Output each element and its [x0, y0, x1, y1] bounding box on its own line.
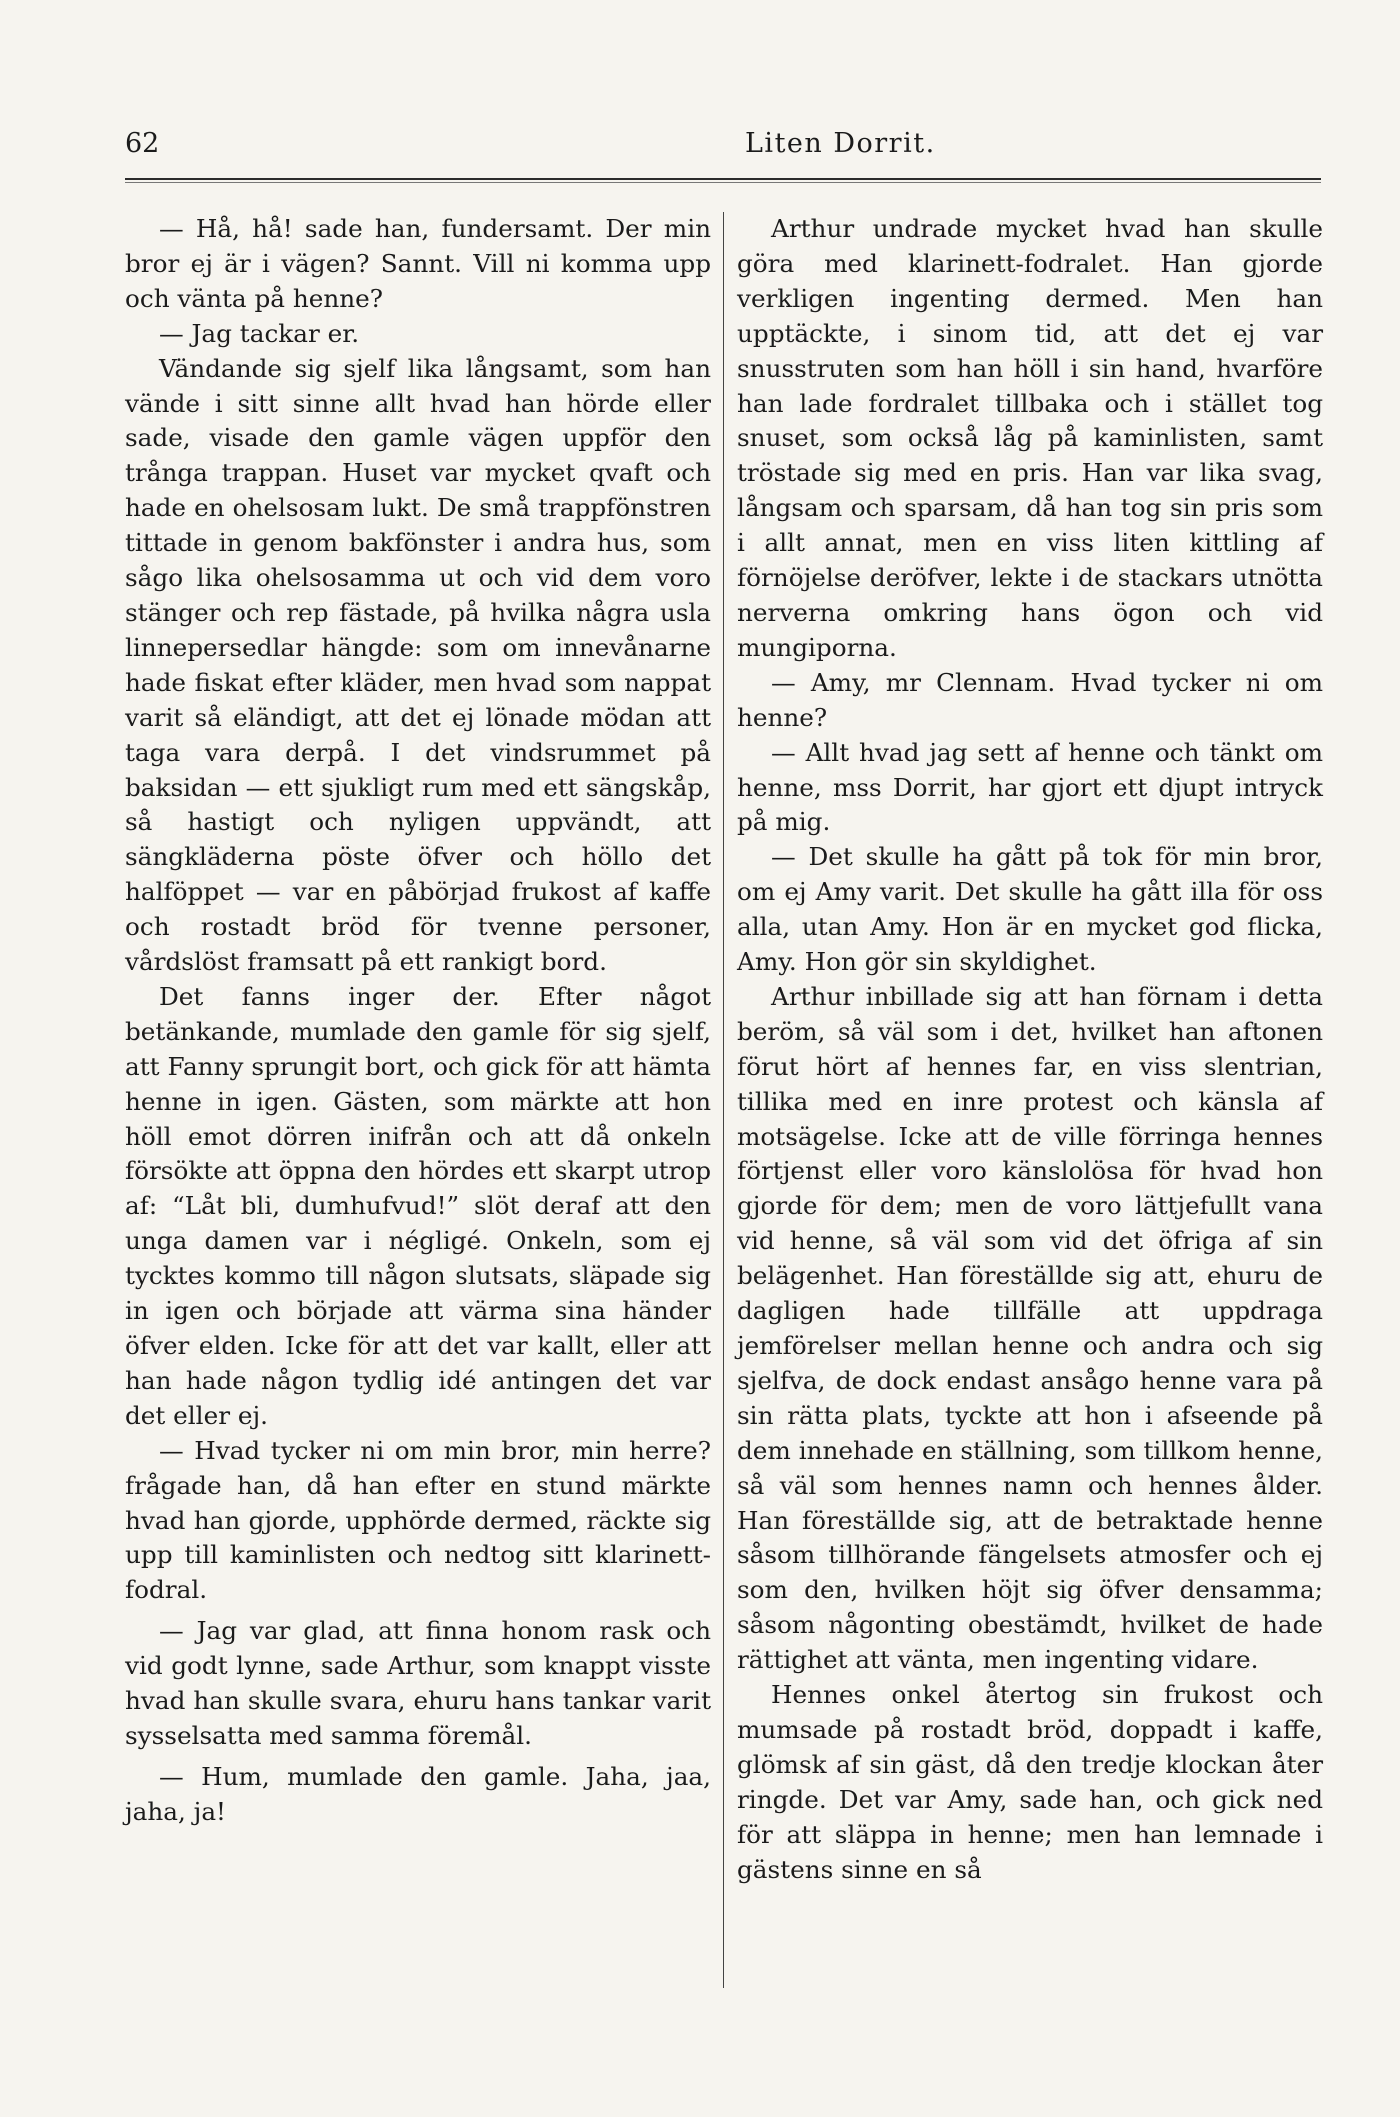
paragraph: Hennes onkel återtog sin frukost och mumsade på rostadt bröd, doppadt i kaffe, glömsk af sin gäst, då den tredje klockan åter ringde. Det var Amy, sade han, och gick ned för att släppa in henne; men han lemnade i gästens sinne en så [737, 1680, 1323, 1884]
paragraph: Arthur inbillade sig att han förnam i detta beröm, så väl som i det, hvilket han aftonen förut hört af hennes far, en viss slentrian, tillika med en inre protest och känsla af motsägelse. Icke att de ville förringa hennes förtjenst eller voro känslolösa för hvad hon gjorde för dem; men de voro lättjefullt vana vid henne, så väl som vid det öfriga af sin belägenhet. Han föreställde sig att, ehuru de dagligen hade tillfälle att uppdraga jemförelser mellan henne och andra och sig sjelfva, de dock endast ansågo henne vara på sin rätta plats, tyckte att hon i afseende på dem innehade en ställning, som tillkom henne, så väl som hennes namn och hennes ålder. Han föreställde sig, att de betraktade henne såsom tillhörande fängelsets atmosfer och ej som den, hvilken höjt sig öfver densamma; såsom någonting obestämdt, hvilket de hade rättighet att vänta, men ingenting vidare. [737, 981, 1323, 1675]
paragraph: — Jag tackar er. [159, 318, 360, 348]
header-rule [125, 178, 1321, 180]
paragraph: — Det skulle ha gått på tok för min bror, om ej Amy varit. Det skulle ha gått illa för oss alla, utan Amy. Hon är en mycket god flicka, Amy. Hon gör sin skyldighet. [737, 842, 1323, 977]
page-number: 62 [125, 128, 160, 159]
paragraph: — Hum, mumlade den gamle. Jaha, jaa, jaha, ja! [125, 1761, 711, 1826]
page-header [125, 128, 1325, 168]
paragraph: Det fanns inger der. Efter något betänkande, mumlade den gamle för sig sjelf, att Fanny sprungit bort, och gick för att hämta henne in igen. Gästen, som märkte att hon höll emot dörren inifrån och att då onkeln försökte att öppna den hördes ett skarpt utrop af: “Låt bli, dumhufvud!” slöt deraf att den unga damen var i négligé. Onkeln, som ej tycktes kommo till någon slutsats, släpade sig in igen och började att värma sina händer öfver elden. Icke för att det var kallt, eller att han hade någon tydlig idé antingen det var det eller ej. [125, 981, 711, 1430]
paragraph: — Allt hvad jag sett af henne och tänkt om henne, mss Dorrit, har gjort ett djupt intryck på mig. [737, 737, 1323, 837]
header-rule-thin [125, 182, 1321, 183]
paragraph: Vändande sig sjelf lika långsamt, som han vände i sitt sinne allt hvad han hörde eller sade, visade den gamle vägen uppför den trånga trappan. Huset var mycket qvaft och hade en ohelsosam lukt. De små trappfönstren tittade in genom bakfönster i andra hus, som sågo lika ohelsosamma ut och vid dem voro stänger och rep fästade, på hvilka några usla linnepersedlar hängde: som om innevånarne hade fiskat efter kläder, men hvad som nappat varit så eländigt, att det ej lönade mödan att taga vara derpå. I det vindsrummet på baksidan — ett sjukligt rum med ett sängskåp, så hastigt och nyligen uppvändt, att sängkläderna pöste öfver och höllo det halföppet — var en påbörjad frukost af kaffe och rostadt bröd för tvenne personer, vårdslöst framsatt på ett rankigt bord. [125, 353, 711, 977]
paragraph: Arthur undrade mycket hvad han skulle göra med klarinett-fodralet. Han gjorde verkligen ingenting dermed. Men han upptäckte, i sinom tid, att det ej var snusstruten som han höll i sin hand, hvarföre han lade fordralet tillbaka och i stället tog snuset, som också låg på kaminlisten, samt tröstade sig med en pris. Han var lika svag, långsam och sparsam, då han tog sin pris som i allt annat, men en viss liten kittling af förnöjelse deröfver, lekte i de stackars utnötta nerverna omkring hans ögon och vid mungiporna. [737, 214, 1323, 662]
paragraph: — Hvad tycker ni om min bror, min herre? frågade han, då han efter en stund märkte hvad han gjorde, upphörde dermed, räckte sig upp till kaminlisten och nedtog sitt klarinett-fodral. [125, 1435, 711, 1605]
running-title: Liten Dorrit. [745, 128, 936, 159]
paragraph: — Hå, hå! sade han, fundersamt. Der min bror ej är i vägen? Sannt. Vill ni komma upp och vänta på henne? [125, 214, 711, 313]
left-column [125, 212, 711, 1830]
right-column [737, 212, 1323, 1888]
column-divider [723, 212, 724, 1988]
paragraph: — Jag var glad, att finna honom rask och vid godt lynne, sade Arthur, som knappt visste hvad han skulle svara, ehuru hans tankar varit sysselsatta med samma föremål. [125, 1616, 711, 1750]
paragraph: — Amy, mr Clennam. Hvad tycker ni om henne? [737, 667, 1323, 732]
